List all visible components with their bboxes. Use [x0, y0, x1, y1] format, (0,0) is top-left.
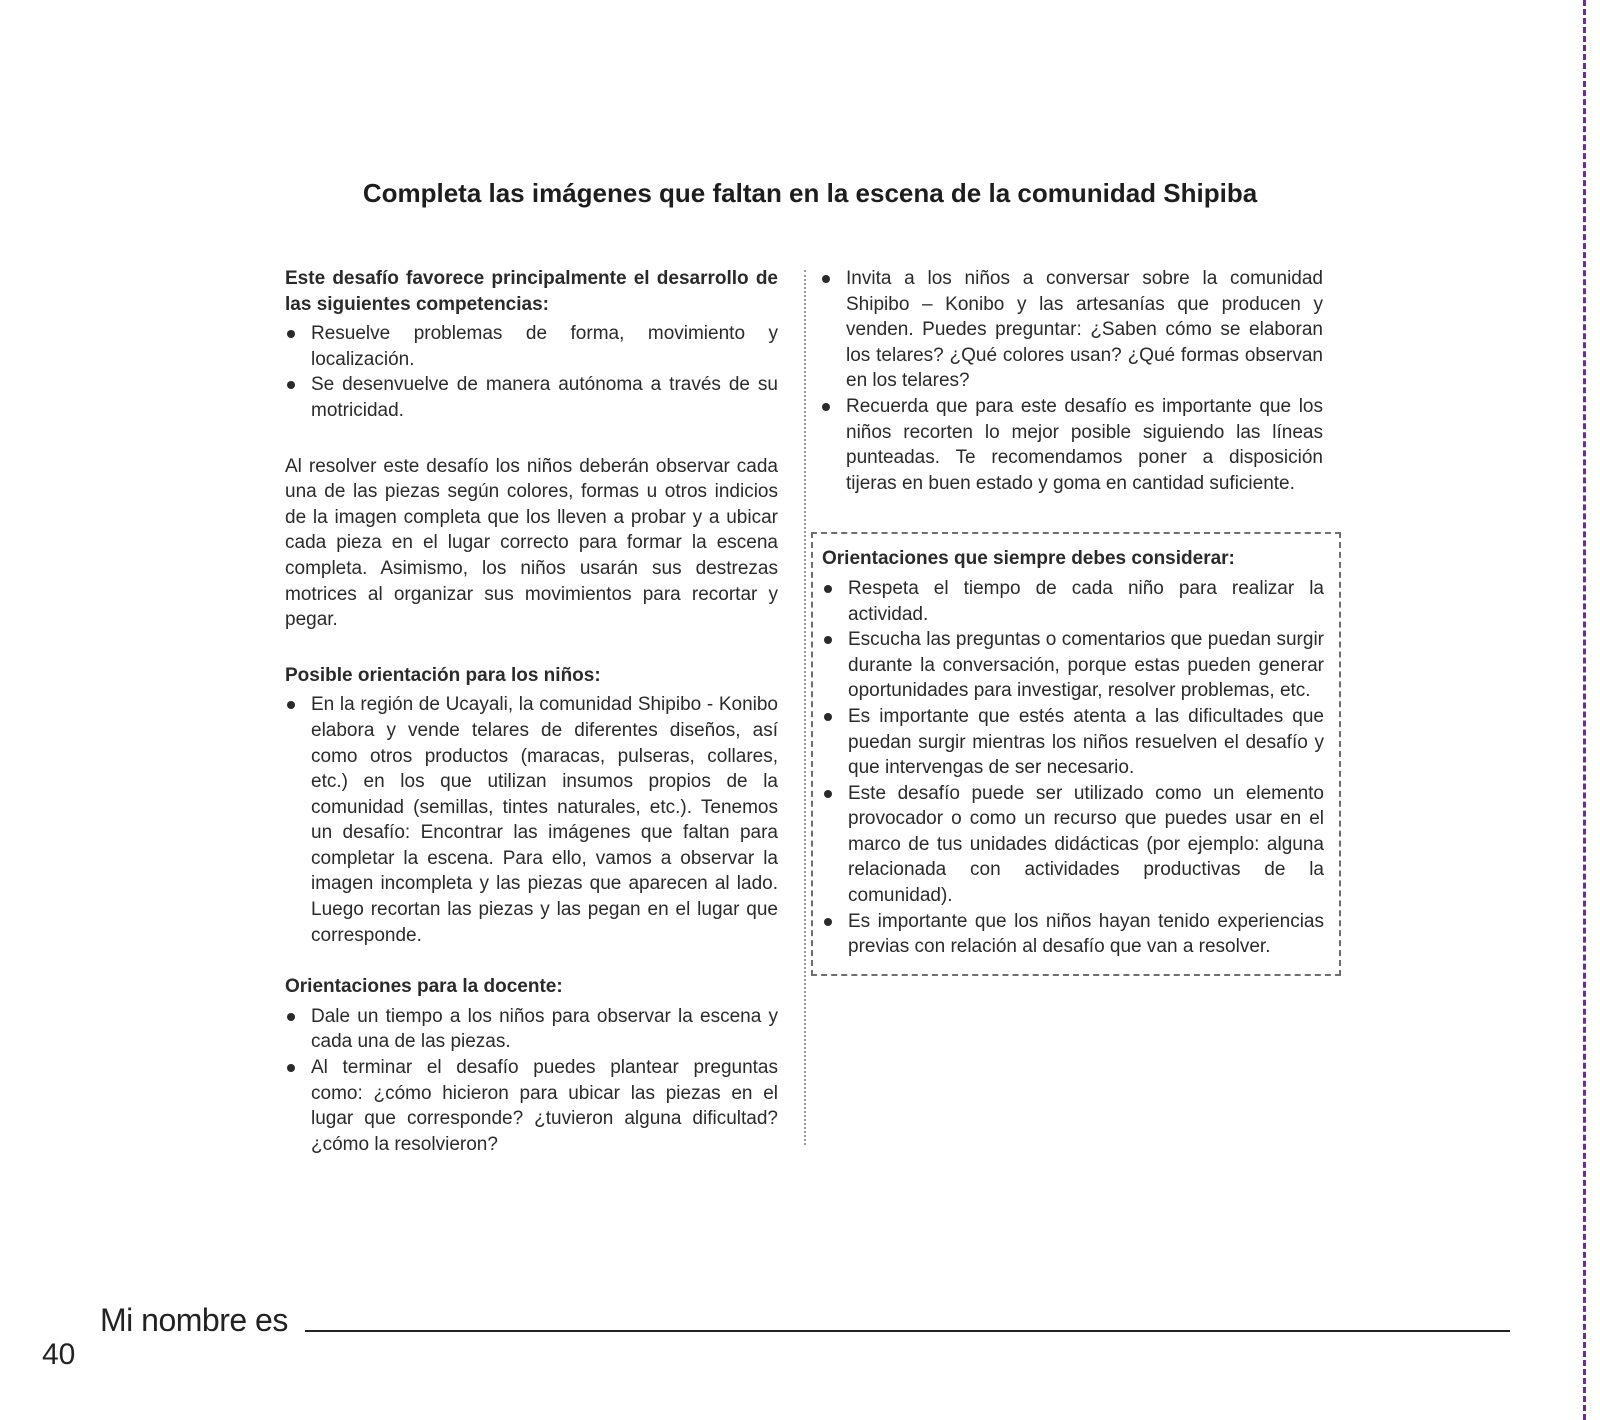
bullet-icon	[287, 701, 295, 709]
considerations-box	[811, 532, 1341, 976]
orientacion-ninos-heading: Posible orientación para los niños:	[285, 664, 601, 686]
list-item	[285, 1055, 778, 1157]
page-title: Completa las imágenes que faltan en la escena de la comunidad Shipiba	[362, 178, 1258, 208]
list-item-text: Al terminar el desafío puedes plantear preguntas como: ¿cómo hicieron para ubicar las piezas en el lugar que corresponde? ¿tuvieron alguna dificultad? ¿cómo la resolvieron?	[311, 1057, 778, 1155]
bullet-icon	[824, 790, 832, 798]
list-item-text: Recuerda que para este desafío es importante que los niños recorten lo mejor posible siguiendo las líneas punteadas. Te recomendamos poner a disposición tijeras en buen estado y goma en cantidad suficiente.	[846, 395, 1323, 494]
list-item	[285, 372, 778, 423]
list-item	[822, 704, 1324, 781]
invitation-list	[820, 266, 1323, 496]
list-item	[285, 1004, 778, 1055]
list-item-text: Este desafío puede ser utilizado como un elemento provocador o como un recurso que puedes usar en el marco de tus unidades didácticas (por ejemplo: alguna relacionada con actividades productivas de la comunidad).	[848, 782, 1324, 907]
list-item	[285, 692, 778, 948]
bullet-icon	[287, 330, 295, 338]
list-item	[822, 909, 1324, 960]
left-column	[285, 266, 778, 1157]
list-item-text: En la región de Ucayali, la comunidad Shipibo - Konibo elabora y vende telares de diferentes diseños, así como otros productos (maracas, pulseras, collares, etc.) en los que utilizan insumos propios de la comunidad (semillas, tintes naturales, etc.). Tenemos un desafío: Encontrar las imágenes que faltan para completar la escena. Para ello, vamos a observar la imagen incompleta y las piezas que aparecen al lado. Luego recortan las piezas y las pegan en el lugar que corresponde.	[311, 694, 778, 946]
list-item-text: Es importante que estés atenta a las dificultades que puedan surgir mientras los niños resuelven el desafío y que intervengas de ser necesario.	[848, 705, 1324, 779]
list-item-text: Resuelve problemas de forma, movimiento y localización.	[311, 323, 778, 370]
list-item-text: Es importante que los niños hayan tenido experiencias previas con relación al desafío que van a resolver.	[848, 910, 1324, 958]
name-write-line[interactable]	[305, 1330, 1510, 1332]
list-item	[822, 627, 1324, 704]
bullet-icon	[822, 403, 830, 411]
list-item-text: Respeta el tiempo de cada niño para realizar la actividad.	[848, 577, 1324, 625]
list-item	[820, 266, 1323, 394]
right-column	[820, 266, 1323, 976]
orientacion-docente-heading: Orientaciones para la docente:	[285, 976, 563, 998]
bullet-icon	[822, 275, 830, 283]
page-number: 40	[42, 1338, 76, 1371]
list-item	[822, 576, 1324, 627]
list-item-text: Dale un tiempo a los niños para observar la escena y cada una de las piezas.	[311, 1005, 778, 1053]
bullet-icon	[824, 713, 832, 721]
competencias-list	[285, 321, 778, 423]
bullet-icon	[824, 585, 832, 593]
list-item	[285, 321, 778, 372]
considerations-heading: Orientaciones que siempre debes considerar:	[822, 548, 1235, 570]
cut-line	[1583, 0, 1586, 1420]
bullet-icon	[824, 918, 832, 926]
intro-paragraph: Al resolver este desafío los niños deberán observar cada una de las piezas según colores, formas u otros indicios de la imagen completa que los lleven a probar y a ubicar cada pieza en el lugar correcto para formar la escena completa. Asimismo, los niños usarán sus destrezas motrices al organizar sus movimientos para recortar y pegar.	[285, 455, 778, 631]
competencias-heading: Este desafío favorece principalmente el desarrollo de las siguientes competencias:	[285, 268, 778, 315]
list-item-text: Invita a los niños a conversar sobre la comunidad Shipibo – Konibo y las artesanías que producen y venden. Puedes preguntar: ¿Saben cómo se elaboran los telares? ¿Qué colores usan? ¿Qué formas observan en los telares?	[846, 268, 1323, 392]
bullet-icon	[287, 381, 295, 389]
orientacion-docente-list	[285, 1004, 778, 1158]
column-divider	[804, 270, 806, 1145]
bullet-icon	[287, 1064, 295, 1072]
bullet-icon	[287, 1013, 295, 1021]
considerations-list	[822, 576, 1324, 960]
list-item	[820, 394, 1323, 496]
orientacion-ninos-list	[285, 692, 778, 948]
list-item-text: Se desenvuelve de manera autónoma a través de su motricidad.	[311, 374, 778, 421]
bullet-icon	[824, 636, 832, 644]
list-item-text: Escucha las preguntas o comentarios que puedan surgir durante la conversación, porque estas pueden generar oportunidades para investigar, resolver problemas, etc.	[848, 629, 1324, 702]
list-item	[822, 781, 1324, 909]
name-label: Mi nombre es	[100, 1302, 288, 1338]
